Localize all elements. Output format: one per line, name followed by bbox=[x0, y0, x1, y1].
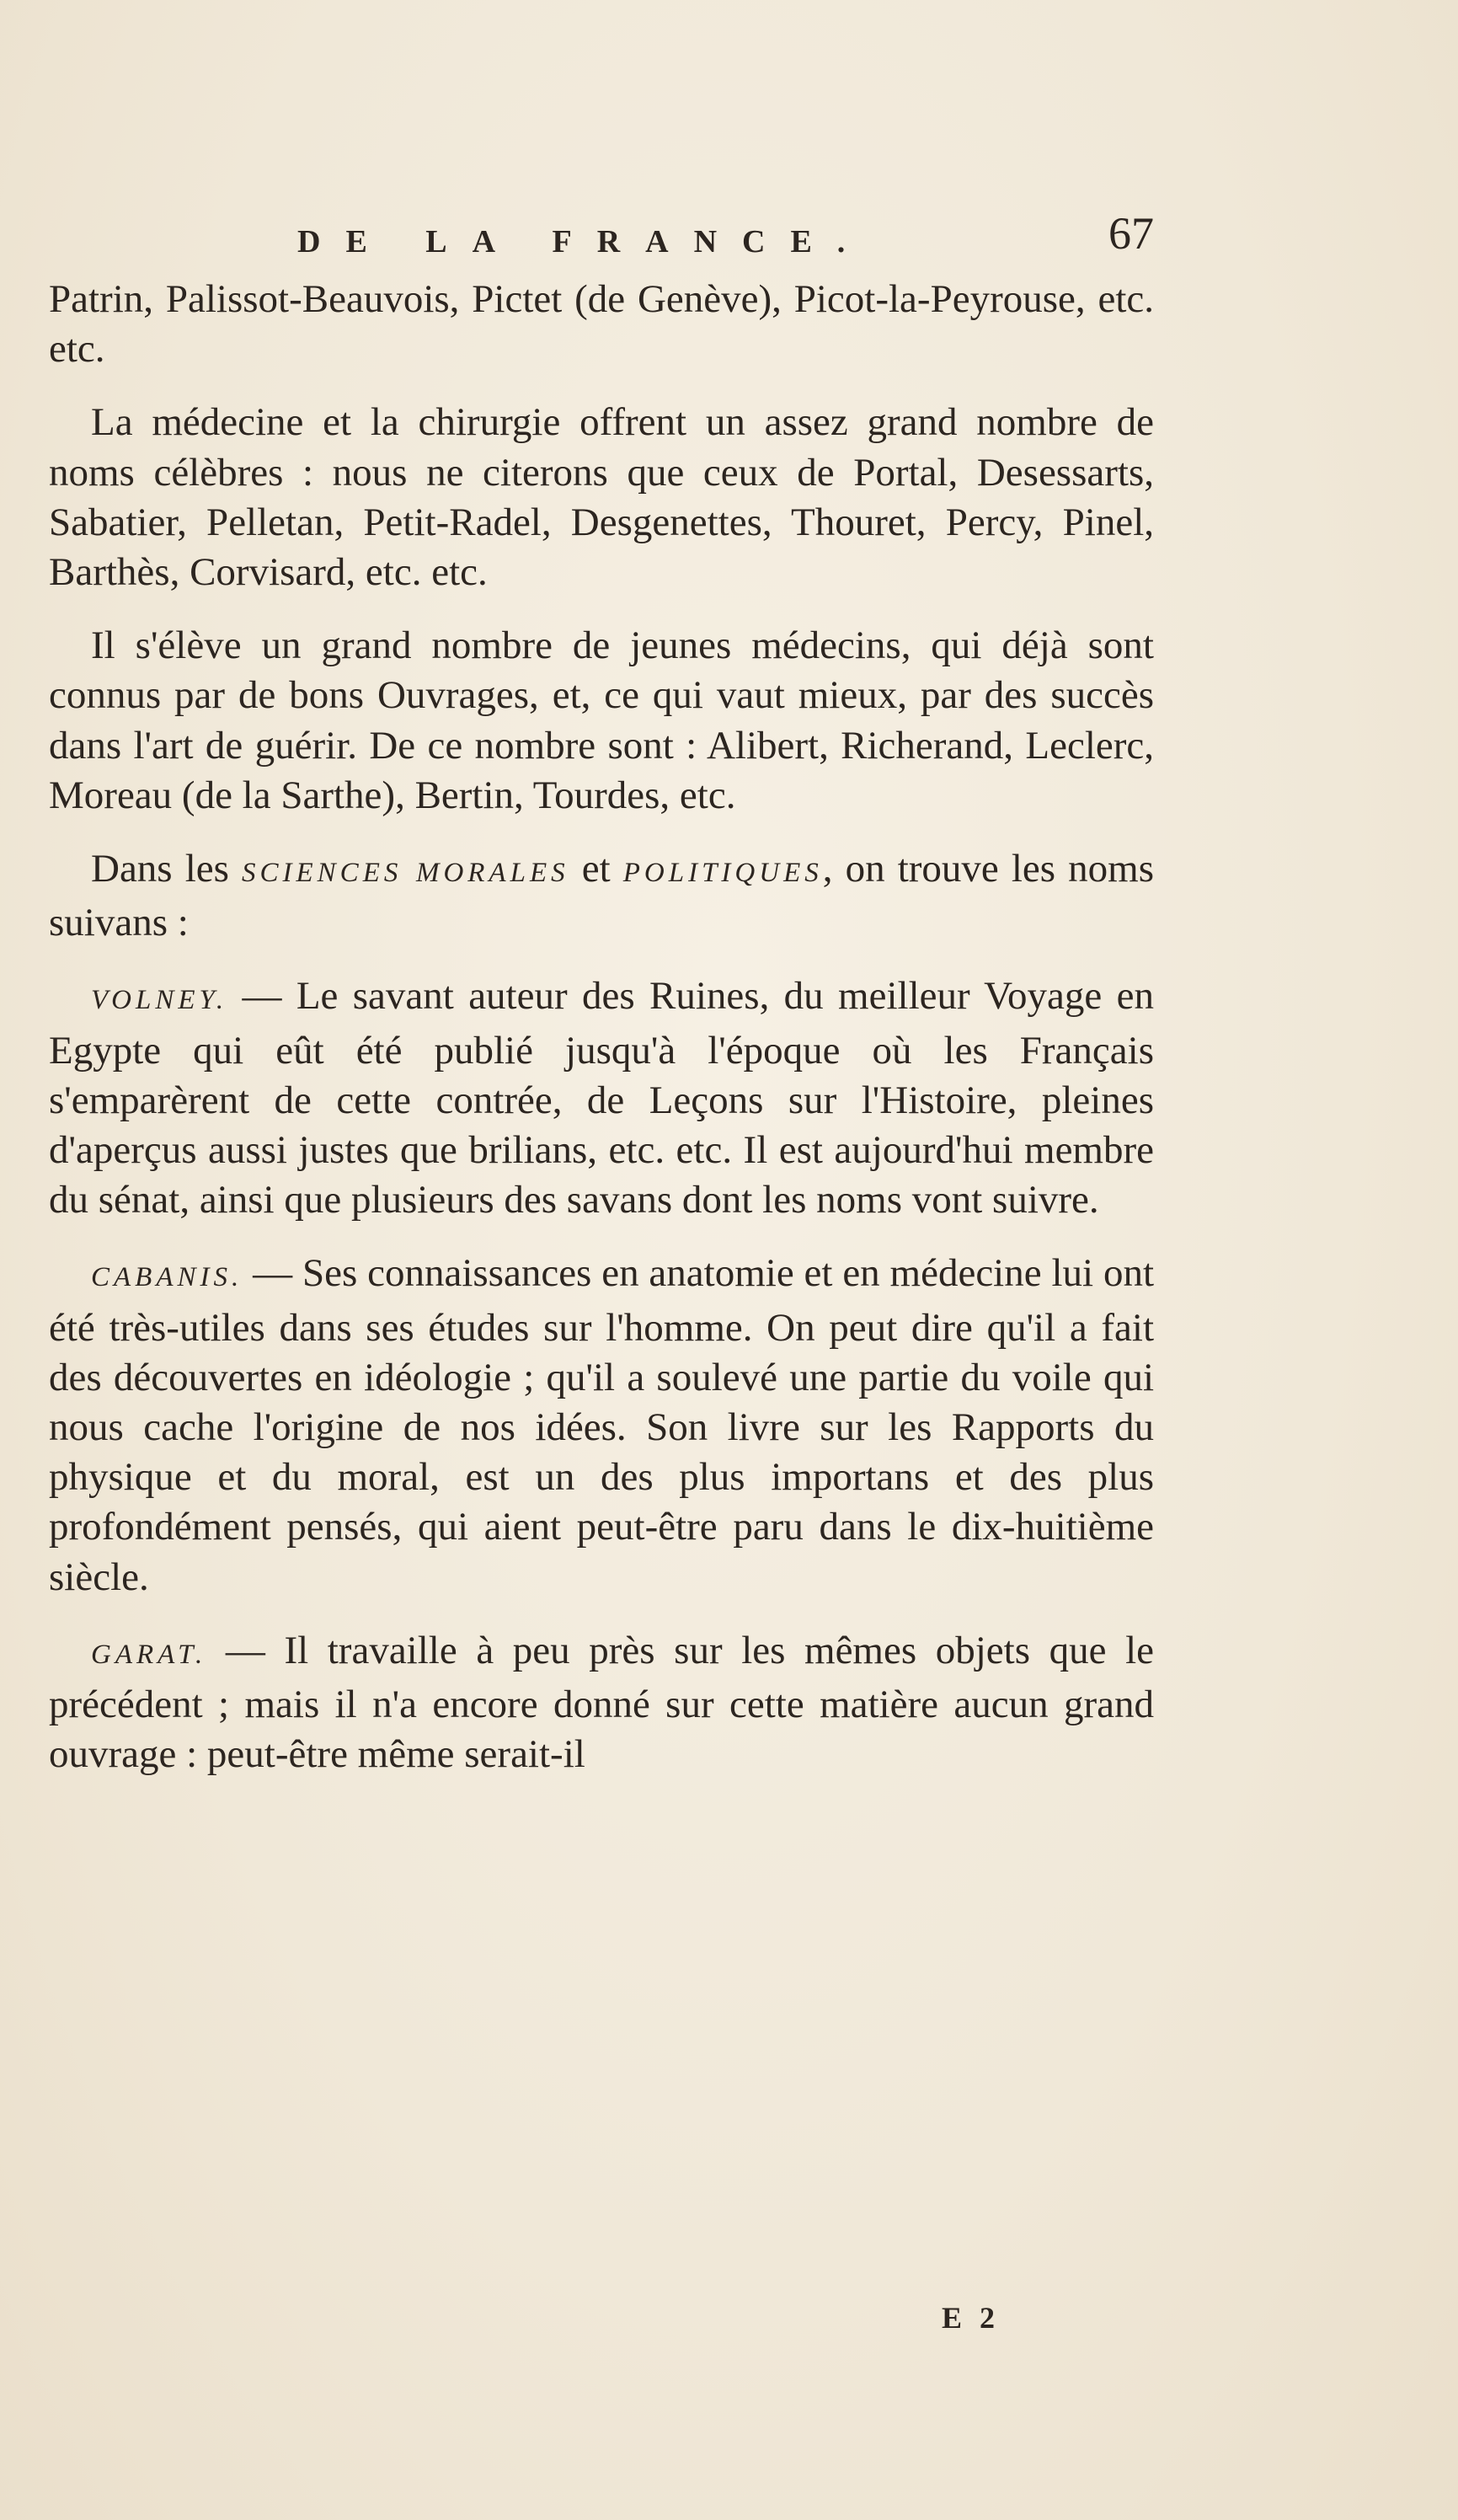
signature-mark: E 2 bbox=[942, 2301, 1001, 2335]
paragraph: La médecine et la chirurgie offrent un assez grand nombre de noms célèbres : nous ne citerons que ceux de Portal, Desessarts, Sabatier, Pelletan, Petit-Radel, Desgenettes, Thouret, Percy, Pinel, Barthès, Corvisard, etc. etc. bbox=[49, 400, 1154, 595]
page-text bbox=[49, 208, 1155, 1803]
page-header bbox=[49, 208, 1154, 268]
entry-text: — Il travaille à peu près sur les mêmes objets que le précédent ; mais il n'a encore donné sur cette matière aucun grand ouvrage : peut-être même serait-il bbox=[49, 1628, 1154, 1777]
entry-name: VOLNEY. bbox=[91, 985, 228, 1016]
entry-text: — Ses connaissances en anatomie et en médecine lui ont été très-utiles dans ses études sur l'homme. On peut dire qu'il a fait des découvertes en idéologie ; qu'il a soulevé une partie du voile qui nous cache l'origine de nos idées. Son livre sur les Rapports du physique et du moral, est un des plus importans et des plus profondément pensés, qui aient peut-être paru dans le dix-huitième siècle. bbox=[49, 1251, 1154, 1599]
intro-term-1: SCIENCES MORALES bbox=[242, 858, 569, 889]
entry-garat bbox=[49, 1626, 1154, 1780]
page-number: 67 bbox=[1108, 208, 1154, 259]
entry-name: GARAT. bbox=[91, 1639, 207, 1670]
running-head: DE LA FRANCE. bbox=[297, 224, 871, 259]
paragraph: Il s'élève un grand nombre de jeunes médecins, qui déjà sont connus par de bons Ouvrages, et, ce qui vaut mieux, par des succès dans l'art de guérir. De ce nombre sont : Alibert, Richerand, Leclerc, Moreau (de la Sarthe), Bertin, Tourdes, etc. bbox=[49, 623, 1154, 817]
intro-mid: et bbox=[581, 847, 611, 891]
intro-before: Dans les bbox=[91, 847, 229, 891]
intro-after: , on trouve les noms suivans : bbox=[49, 847, 1155, 945]
section-intro bbox=[49, 844, 1154, 948]
entry-text: — Le savant auteur des Ruines, du meilleur Voyage en Egypte qui eût été publié jusqu'à l'époque où les Français s'emparèrent de cette contrée, de Leçons sur l'Histoire, pleines d'aperçus aussi justes que brilians, etc. etc. Il est aujourd'hui membre du sénat, ainsi que plusieurs des savans dont les noms vont suivre. bbox=[49, 974, 1154, 1223]
entry-volney bbox=[49, 971, 1154, 1225]
entry-cabanis bbox=[49, 1249, 1154, 1602]
paragraph: Patrin, Palissot-Beauvois, Pictet (de Genève), Picot-la-Peyrouse, etc. etc. bbox=[49, 277, 1154, 372]
intro-term-2: POLITIQUES bbox=[622, 858, 823, 889]
entry-name: CABANIS. bbox=[91, 1262, 243, 1293]
